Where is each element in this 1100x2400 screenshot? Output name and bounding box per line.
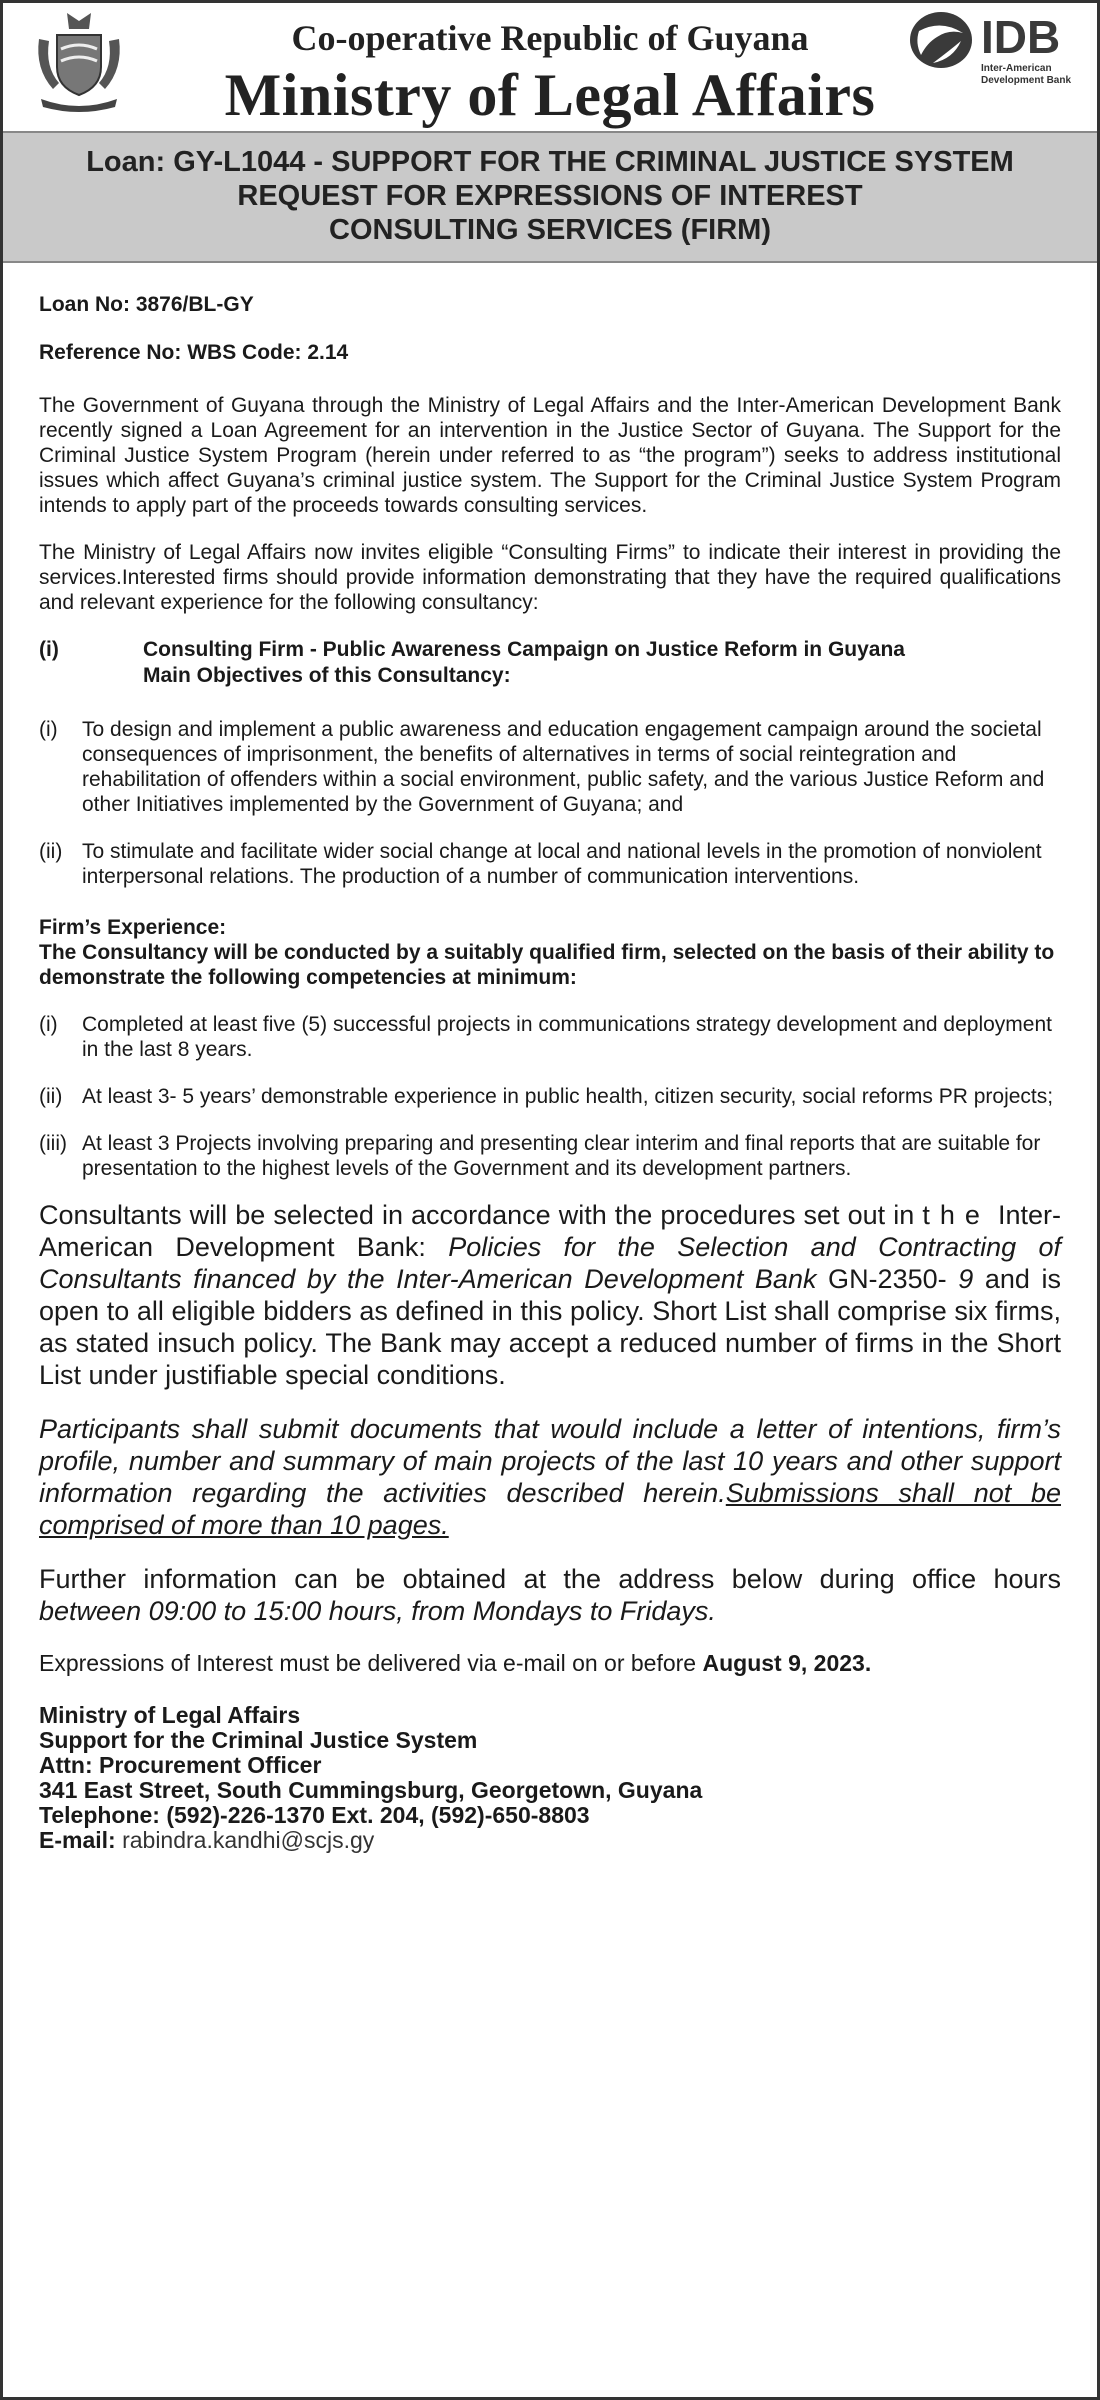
competency-item [39, 1084, 1061, 1109]
experience-heading: Firm’s Experience: [39, 916, 227, 939]
loan-number: Loan No: 3876/BL-GY [39, 293, 254, 316]
participants-text: Participants shall submit documents that would include a letter of intentions, firm’s profile, number and summary of main projects of the last 10 years and other support information regarding the activities described herein. [39, 1414, 1061, 1508]
masthead [3, 3, 1097, 131]
competency-number: (iii) [39, 1132, 67, 1155]
objective-item [39, 839, 1061, 889]
deadline-text: Expressions of Interest must be delivered via e-mail on or before [39, 1650, 703, 1676]
republic-heading: Co-operative Republic of Guyana [291, 18, 809, 58]
invite-paragraph: The Ministry of Legal Affairs now invites eligible “Consulting Firms” to indicate their interest in providing the services.Interested firms should provide information demonstrating that they have the required qualifications and relevant experience for the following consultancy: [39, 541, 1061, 614]
objective-item [39, 717, 1061, 817]
contact-address [39, 1703, 1061, 1853]
title-line1: Loan: GY-L1044 - SUPPORT FOR THE CRIMINAL JUSTICE SYSTEM [86, 146, 1014, 178]
idb-subtitle-line2: Development Bank [981, 75, 1072, 86]
idb-logo [909, 9, 1079, 89]
office-hours: between 09:00 to 15:00 hours, from Mondays to Fridays. [39, 1596, 716, 1626]
idb-wordmark: IDB [981, 11, 1061, 63]
competency-text: Completed at least five (5) successful projects in communications strategy development and deployment in the last 8 years. [82, 1013, 1052, 1061]
idb-subtitle-line1: Inter-American [981, 63, 1052, 74]
consultancy-title-block [143, 637, 905, 689]
intro-paragraph: The Government of Guyana through the Ministry of Legal Affairs and the Inter-American Development Bank recently signed a Loan Agreement for an intervention in the Justice Sector of Guyana. The Support for the Criminal Justice System Program (herein under referred to as “the program”) seeks to address institutional issues which affect Guyana’s criminal justice system. The Support for the Criminal Justice System Program intends to apply part of the proceeds towards consulting services. [39, 394, 1061, 517]
competency-text: At least 3- 5 years’ demonstrable experience in public health, citizen security, social reforms PR projects; [82, 1085, 1054, 1108]
objective-number: (ii) [39, 840, 63, 863]
participants-page-limit: Submissions shall not be comprised of more than 10 pages. [39, 1478, 1061, 1540]
selection-part2: Inter-American Development Bank: [39, 1200, 1061, 1262]
title-line2: REQUEST FOR EXPRESSIONS OF INTEREST [237, 180, 863, 212]
ministry-heading: Ministry of Legal Affairs [224, 62, 876, 128]
consultancy-number: (i) [39, 638, 59, 661]
address-line2: Support for the Criminal Justice System [39, 1727, 478, 1753]
selection-code-number: 9 [958, 1264, 974, 1294]
further-info-text: Further information can be obtained at the address below during office hours [39, 1564, 1061, 1594]
selection-the: the [922, 1200, 990, 1230]
further-info-paragraph [39, 1563, 1061, 1627]
deadline-paragraph [39, 1649, 1061, 1677]
address-line3: Attn: Procurement Officer [39, 1752, 322, 1778]
idb-subtitle [981, 63, 1071, 87]
competency-item [39, 1131, 1061, 1181]
selection-part1: Consultants will be selected in accordance with the procedures set out in [39, 1200, 915, 1230]
email-link[interactable]: rabindra.kandhi@scjs.gy [122, 1827, 375, 1853]
objective-text: To design and implement a public awareness and education engagement campaign around the societal consequences of imprisonment, the benefits of alternatives in terms of social reintegration and rehabilitation of offenders within a social environment, public safety, and the various Justice Reform and other Initiatives implemented by the Government of Guyana; and [82, 718, 1045, 816]
selection-policy: Policies for the Selection and Contracting of Consultants financed by the Inter-American Development Bank [39, 1232, 1061, 1294]
consultancy-title: Consulting Firm - Public Awareness Campaign on Justice Reform in Guyana [143, 638, 905, 661]
objective-number: (i) [39, 718, 58, 741]
consultancy-heading [39, 637, 1061, 689]
idb-logo-mark-icon [909, 11, 973, 69]
competency-text: At least 3 Projects involving preparing and presenting clear interim and final reports that are suitable for presentation to the highest levels of the Government and its development partners. [82, 1132, 1041, 1180]
selection-paragraph [39, 1199, 1061, 1391]
title-line3: CONSULTING SERVICES (FIRM) [329, 214, 771, 246]
selection-part3: and is open to all eligible bidders as defined in this policy. Short List shall comprise six firms, as stated insuch policy. The Bank may accept a reduced number of firms in the Short List under justifiable special conditions. [39, 1264, 1061, 1390]
consultancy-subtitle: Main Objectives of this Consultancy: [143, 664, 511, 687]
deadline-date: August 9, 2023. [702, 1650, 872, 1676]
address-line5: Telephone: (592)-226-1370 Ext. 204, (592)-650-8803 [39, 1802, 590, 1828]
experience-intro: The Consultancy will be conducted by a suitably qualified firm, selected on the basis of their ability to demonstrate the following competencies at minimum: [39, 941, 1055, 989]
email-line [39, 1828, 1061, 1853]
address-line4: 341 East Street, South Cummingsburg, Georgetown, Guyana [39, 1777, 703, 1803]
title-banner [3, 131, 1097, 263]
participants-paragraph [39, 1413, 1061, 1541]
competency-item [39, 1012, 1061, 1062]
body-content [3, 263, 1097, 1853]
competency-number: (i) [39, 1013, 58, 1036]
reference-number: Reference No: WBS Code: 2.14 [39, 341, 349, 364]
objective-text: To stimulate and facilitate wider social change at local and national levels in the promotion of nonviolent interpersonal relations. The production of a number of communication interventions. [82, 840, 1042, 888]
competency-number: (ii) [39, 1085, 63, 1108]
selection-code: GN-2350- [816, 1264, 959, 1294]
address-line1: Ministry of Legal Affairs [39, 1702, 301, 1728]
email-label: E-mail: [39, 1827, 123, 1853]
